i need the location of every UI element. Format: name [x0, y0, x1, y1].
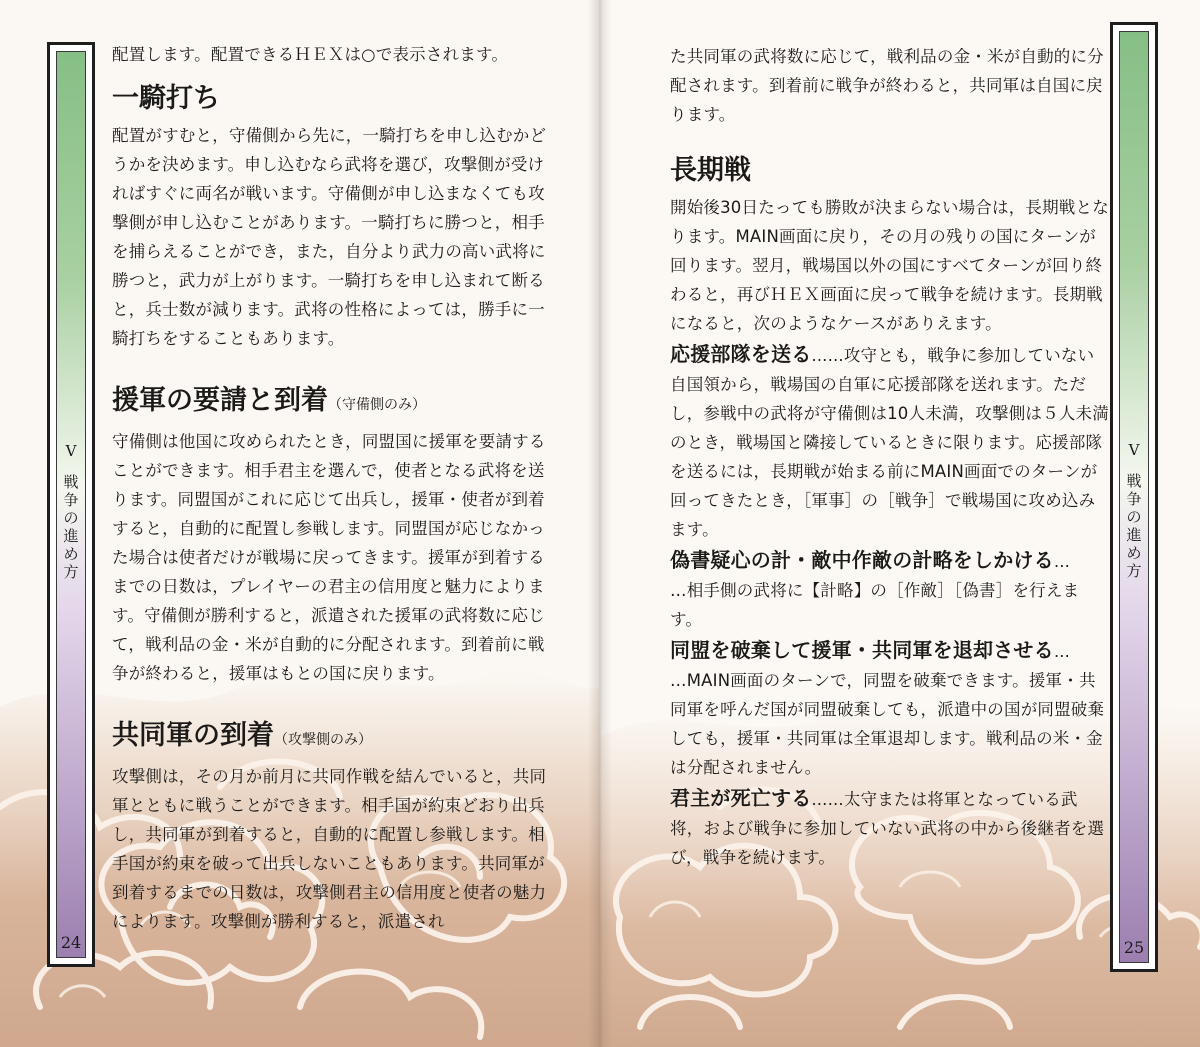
- intro-text: た共同軍の武将数に応じて，戦利品の金・米が自動的に分配されます。到着前に戦争が終わると，共同軍は自国に戻ります。: [670, 47, 1104, 124]
- section-body: 守備側は他国に攻められたとき，同盟国に援軍を要請することができます。相手君主を選んで，使者となる武将を送ります。同盟国がこれに応じて出兵し，援軍・使者が到着すると，自動的に配置し参戦します。同盟国が応じなかった場合は使者だけが戦場に戻ってきます。援軍が到着するまでの日数は，プレイヤーの君主の信用度と魅力によります。守備側が勝利すると，派遣された援軍の武将数に応じて，戦利品の金・米が自動的に分配されます。到着前に戦争が終わると，援軍はもとの国に戻ります。: [112, 432, 546, 683]
- section-heading: [112, 79, 552, 119]
- page-number: 24: [60, 933, 82, 952]
- section-heading: 長期戦: [670, 155, 751, 186]
- case-item: [670, 546, 1110, 634]
- section-heading: [112, 716, 552, 760]
- chapter-label: [1113, 440, 1155, 580]
- page-number: 25: [1123, 938, 1145, 957]
- heading-text: 一騎打ち: [112, 83, 220, 114]
- heading-note: （守備側のみ）: [328, 397, 426, 413]
- case-item: [670, 636, 1110, 782]
- case-body: 太守または将軍となっている武将，および戦争に参加していない武将の中から後継者を選び，戦争を続けます。: [670, 790, 1105, 867]
- case-term: 応援部隊を送る: [670, 342, 812, 366]
- case-ellipsis: ……: [811, 346, 844, 365]
- heading-text: 共同軍の到着: [112, 720, 274, 751]
- chapter-roman-numeral: V: [1128, 441, 1140, 459]
- case-item: [670, 340, 1110, 544]
- chapter-sidebar: [1110, 22, 1158, 972]
- chapter-title: 戦争の進め方: [1126, 472, 1142, 580]
- case-item: [670, 784, 1110, 872]
- chapter-label: [50, 441, 92, 581]
- heading-text: 援軍の要請と到着: [112, 385, 328, 416]
- case-ellipsis: …: [1053, 552, 1071, 571]
- case-term: 君主が死亡する: [670, 786, 812, 810]
- case-ellipsis: ……: [811, 790, 844, 809]
- right-page-content: [670, 42, 1110, 872]
- case-term: 偽書疑心の計・敵中作敵の計略をしかける: [670, 548, 1054, 572]
- case-body: …MAIN画面のターンで，同盟を破棄できます。援軍・共同軍を呼んだ国が同盟破棄しても，派遣中の国が同盟破棄しても，援軍・共同軍は全軍退却します。戦利品の米・金は分配されません。: [670, 671, 1105, 777]
- chapter-title: 戦争の進め方: [63, 473, 79, 581]
- left-page-content: [112, 40, 552, 936]
- section-heading: [112, 381, 552, 425]
- chapter-roman-numeral: V: [65, 442, 77, 460]
- case-ellipsis: …: [1053, 642, 1071, 661]
- section-body: 配置がすむと，守備側から先に，一騎打ちを申し込むかどうかを決めます。申し込むなら武将を選び，攻撃側が受ければすぐに両名が戦います。守備側が申し込まなくても攻撃側が申し込むことがあります。一騎打ちに勝つと，相手を捕らえることができ，また，自分より武力の高い武将に勝つと，武力が上がります。一騎打ちを申し込まれて断ると，兵士数が減ります。武将の性格によっては，勝手に一騎打ちをすることもあります。: [112, 126, 547, 348]
- case-term: 同盟を破棄して援軍・共同軍を退却させる: [670, 638, 1054, 662]
- section-body: 攻撃側は，その月か前月に共同作戦を結んでいると，共同軍とともに戦うことができます。相手国が約束どおり出兵し，共同軍が到着すると，自動的に配置し参戦します。相手国が約束を破って出兵しないこともあります。共同軍が到着するまでの日数は，攻撃側君主の信用度と使者の魅力によります。攻撃側が勝利すると，派遣され: [112, 767, 547, 931]
- intro-text: 配置します。配置できるＨＥＸは○で表示されます。: [112, 45, 509, 64]
- book-gutter: [588, 0, 612, 1047]
- case-body: …相手側の武将に【計略】の［作敵］［偽書］を行えます。: [670, 581, 1080, 629]
- case-body: 攻守とも，戦争に参加していない自国領から，戦場国の自軍に応援部隊を送れます。ただし，参戦中の武将が守備側は10人未満，攻撃側は５人未満のとき，戦場国と隣接しているときに限ります。応援部隊を送るには，長期戦が始まる前にMAIN画面でのターンが回ってきたとき，［軍事］の［戦争］で戦場国に攻め込みます。: [670, 346, 1109, 539]
- chapter-sidebar: [47, 42, 95, 967]
- section-body: 開始後30日たっても勝敗が決まらない場合は，長期戦となります。MAIN画面に戻り，その月の残りの国にターンが回ります。翌月，戦場国以外の国にすべてターンが回り終わると，再びＨＥＸ画面に戻って戦争を続けます。長期戦になると，次のようなケースがありえます。: [670, 198, 1109, 333]
- heading-note: （攻撃側のみ）: [274, 732, 372, 748]
